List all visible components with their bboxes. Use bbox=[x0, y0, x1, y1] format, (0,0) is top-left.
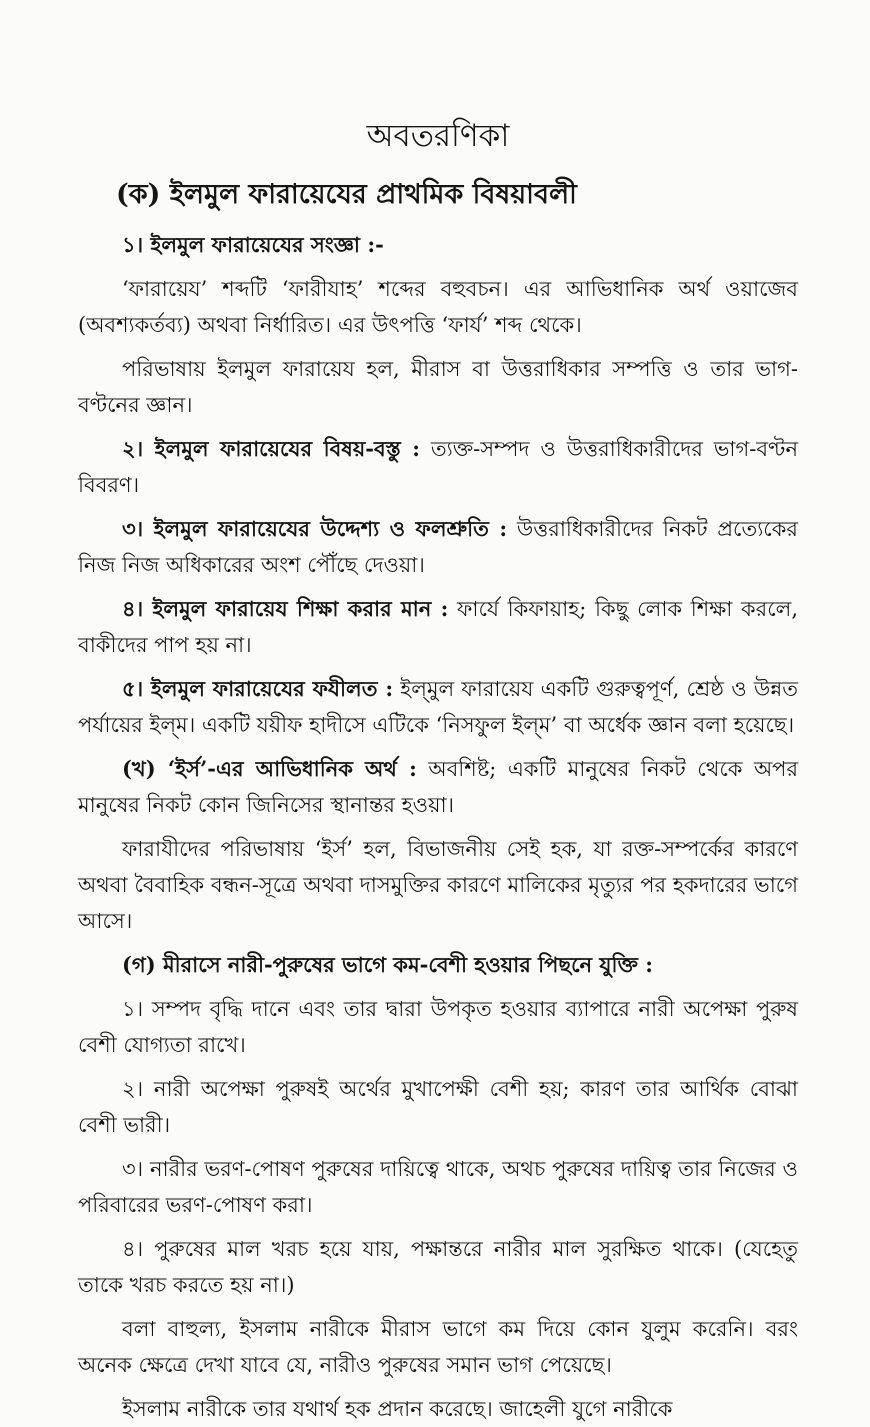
section-ga-heading: (গ) মীরাসে নারী-পুরুষের ভাগে কম-বেশী হওয়ার পিছনে যুক্তি : bbox=[122, 952, 653, 977]
reason-3: ৩। নারীর ভরণ-পোষণ পুরুষের দায়িত্বে থাকে, অথচ পুরুষের দায়িত্ব তার নিজের ও পরিবারের ভরণ-পোষণ করা। bbox=[78, 1157, 798, 1217]
section-kha bbox=[78, 751, 798, 823]
reason-2: ২। নারী অপেক্ষা পুরুষই অর্থের মুখাপেক্ষী বেশী হয়; কারণ তার আর্থিক বোঝা বেশী ভারী। bbox=[78, 1077, 798, 1137]
definition-paragraph-1: ‘ফারায়েয’ শব্দটি ‘ফারীযাহ’ শব্দের বহুবচন। এর আভিধানিক অর্থ ওয়াজেব (অবশ্যকর্তব্য) অথবা নির্ধারিত। এর উৎপত্তি ‘ফার্য’ শব্দ থেকে। bbox=[78, 277, 798, 337]
section-heading-ka: (ক) ইলমুল ফারায়েযের প্রাথমিক বিষয়াবলী bbox=[116, 179, 577, 210]
closing-paragraph-1: বলা বাহুল্য, ইসলাম নারীকে মীরাস ভাগে কম দিয়ে কোন যুলুম করেনি। বরং অনেক ক্ষেত্রে দেখা যাবে যে, নারীও পুরুষের সমান ভাগ পেয়েছে। bbox=[78, 1317, 798, 1377]
item-learning-status bbox=[78, 591, 798, 663]
item-subject-matter-text: ত্যক্ত-সম্পদ ও উত্তরাধিকারীদের ভাগ-বণ্টন বিবরণ। bbox=[78, 437, 798, 497]
item-virtue-text: ইল্‌মুল ফারায়েয একটি গুরুত্বপূর্ণ, শ্রেষ্ঠ ও উন্নত পর্যায়ের ইল্‌ম। একটি যয়ীফ হাদীসে এটিকে ‘নিসফুল ইল্‌ম’ বা অর্ধেক জ্ঞান বলা হয়েছে। bbox=[78, 677, 799, 737]
item-virtue-label: ৫। ইলমুল ফারায়েযের ফযীলত : bbox=[122, 676, 394, 701]
item-purpose bbox=[78, 511, 798, 583]
closing-paragraph-2: ইসলাম নারীকে তার যথার্থ হক প্রদান করেছে। জাহেলী যুগে নারীকে bbox=[122, 1397, 673, 1421]
definition-heading: ১। ইলমুল ফারায়েযের সংজ্ঞা :- bbox=[122, 232, 384, 257]
reason-4: ৪। পুরুষের মাল খরচ হয়ে যায়, পক্ষান্তরে নারীর মাল সুরক্ষিত থাকে। (যেহেতু তাকে খরচ করতে হয় না।) bbox=[78, 1237, 798, 1297]
item-purpose-label: ৩। ইলমুল ফারায়েযের উদ্দেশ্য ও ফলশ্রুতি : bbox=[122, 516, 508, 541]
definition-paragraph-2: পরিভাষায় ইলমুল ফারায়েয হল, মীরাস বা উত্তরাধিকার সম্পত্তি ও তার ভাগ-বণ্টনের জ্ঞান। bbox=[78, 357, 798, 417]
page-title: অবতরণিকা bbox=[366, 118, 510, 154]
item-learning-status-text: ফার্যে কিফায়াহ; কিছু লোক শিক্ষা করলে, বাকীদের পাপ হয় না। bbox=[78, 597, 798, 657]
item-subject-matter-label: ২। ইলমুল ফারায়েযের বিষয়-বস্তু : bbox=[122, 436, 421, 461]
section-kha-paragraph-2: ফারাযীদের পরিভাষায় ‘ইর্স’ হল, বিভাজনীয় সেই হক, যা রক্ত-সম্পর্কের কারণে অথবা বৈবাহিক বন্ধন-সূত্রে অথবা দাসমুক্তির কারণে মালিকের মৃত্যুর পর হকদারের ভাগে আসে। bbox=[78, 837, 798, 933]
item-virtue bbox=[78, 671, 798, 743]
section-kha-label: (খ) ‘ইর্স’-এর আভিধানিক অর্থ : bbox=[122, 756, 417, 781]
section-kha-text: অবশিষ্ট; একটি মানুষের নিকট থেকে অপর মানুষের নিকট কোন জিনিসের স্থানান্তর হওয়া। bbox=[78, 757, 798, 817]
item-learning-status-label: ৪। ইলমুল ফারায়েয শিক্ষা করার মান : bbox=[122, 596, 449, 621]
item-purpose-text: উত্তরাধিকারীদের নিকট প্রত্যেকের নিজ নিজ অধিকারের অংশ পৌঁছে দেওয়া। bbox=[78, 517, 798, 577]
item-subject-matter bbox=[78, 431, 798, 503]
reason-1: ১। সম্পদ বৃদ্ধি দানে এবং তার দ্বারা উপকৃত হওয়ার ব্যাপারে নারী অপেক্ষা পুরুষ বেশী যোগ্যতা রাখে। bbox=[78, 997, 798, 1057]
